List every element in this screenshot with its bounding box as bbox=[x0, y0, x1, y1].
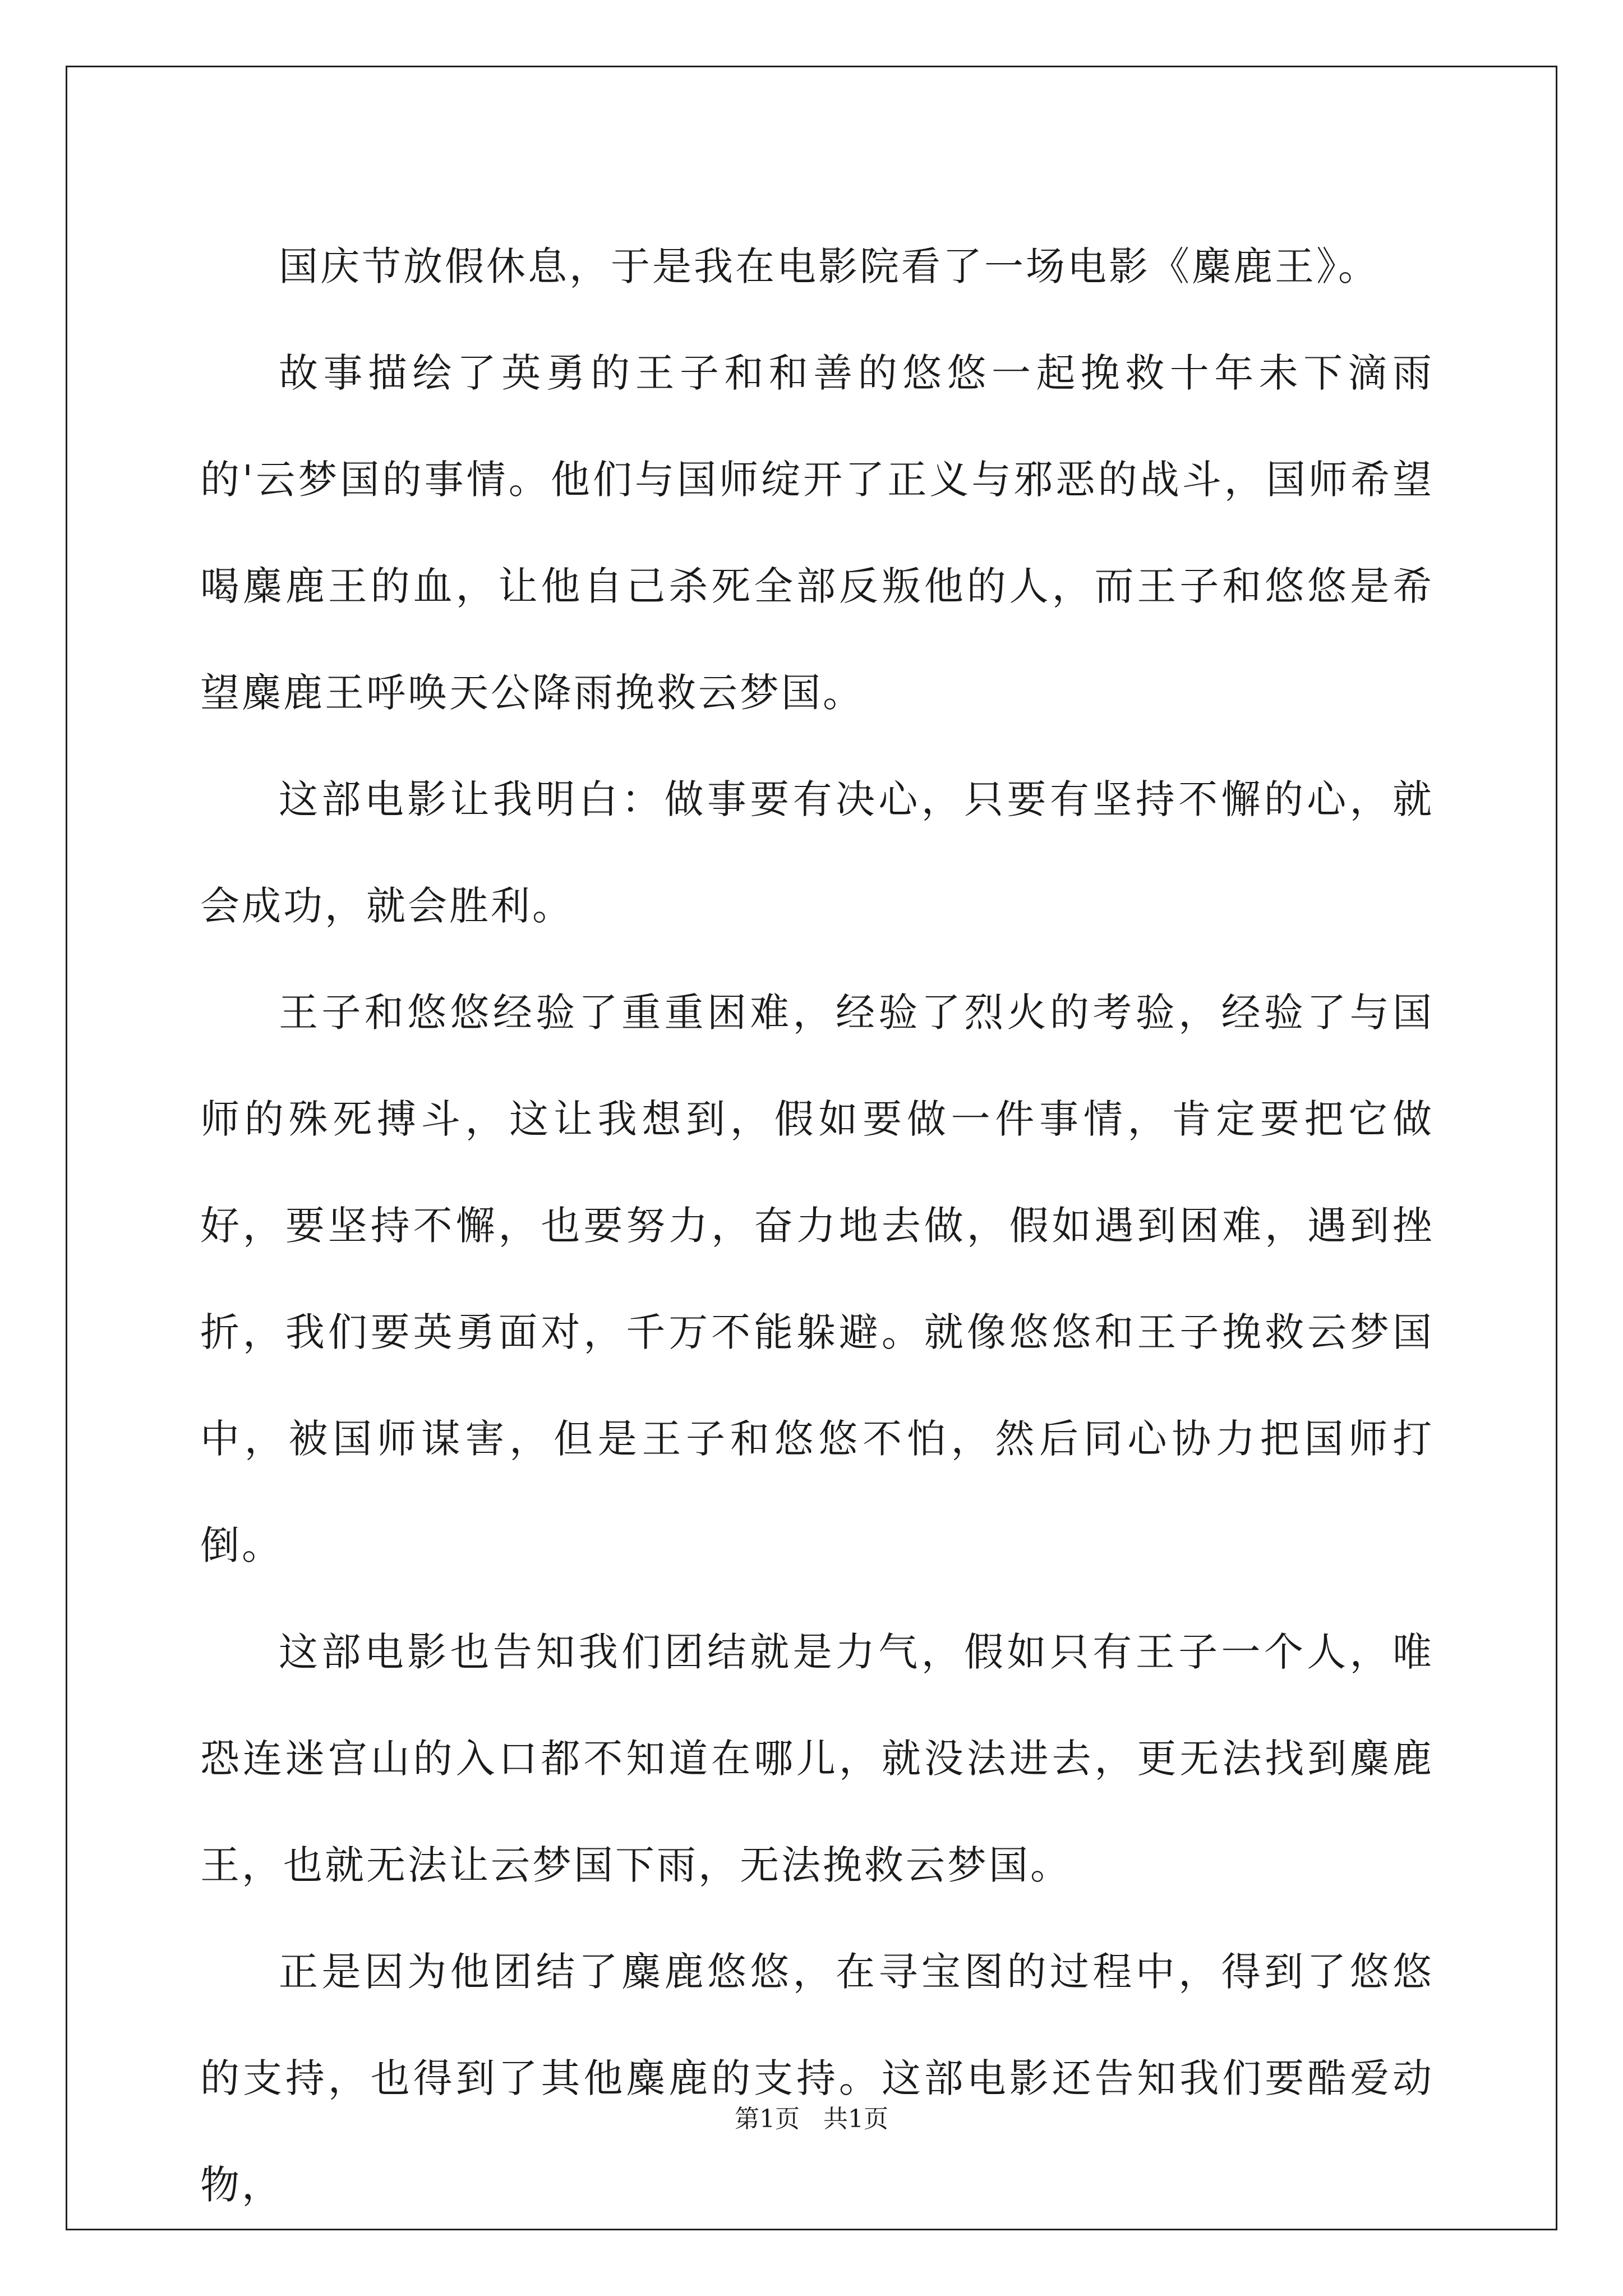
essay-body bbox=[200, 213, 1434, 2238]
paragraph-2: 故事描绘了英勇的王子和和善的悠悠一起挽救十年未下滴雨的'云梦国的事情。他们与国师绽开了正义与邪恶的战斗，国师希望喝麋鹿王的血，让他自己杀死全部反叛他的人，而王子和悠悠是希望麋鹿王呼唤天公降雨挽救云梦国。 bbox=[200, 350, 1434, 716]
paragraph-5: 这部电影也告知我们团结就是力气，假如只有王子一个人，唯恐连迷宫山的入口都不知道在哪儿，就没法进去，更无法找到麋鹿王，也就无法让云梦国下雨，无法挽救云梦国。 bbox=[200, 1629, 1434, 1888]
paragraph-4: 王子和悠悠经验了重重困难，经验了烈火的考验，经验了与国师的殊死搏斗，这让我想到，假如要做一件事情，肯定要把它做好，要坚持不懈，也要努力，奋力地去做，假如遇到困难，遇到挫折，我们要英勇面对，千万不能躲避。就像悠悠和王子挽救云梦国中，被国师谋害，但是王子和悠悠不怕，然后同心协力把国师打倒。 bbox=[200, 990, 1434, 1568]
page-number-footer: 第1页 共1页 bbox=[735, 2105, 888, 2133]
paragraph-3: 这部电影让我明白：做事要有决心，只要有坚持不懈的心，就会成功，就会胜利。 bbox=[200, 776, 1434, 929]
paragraph-1: 国庆节放假休息，于是我在电影院看了一场电影《麋鹿王》。 bbox=[279, 243, 1380, 289]
paragraph-6: 正是因为他团结了麋鹿悠悠，在寻宝图的过程中，得到了悠悠的支持，也得到了其他麋鹿的支持。这部电影还告知我们要酷爱动物， bbox=[200, 1949, 1434, 2208]
